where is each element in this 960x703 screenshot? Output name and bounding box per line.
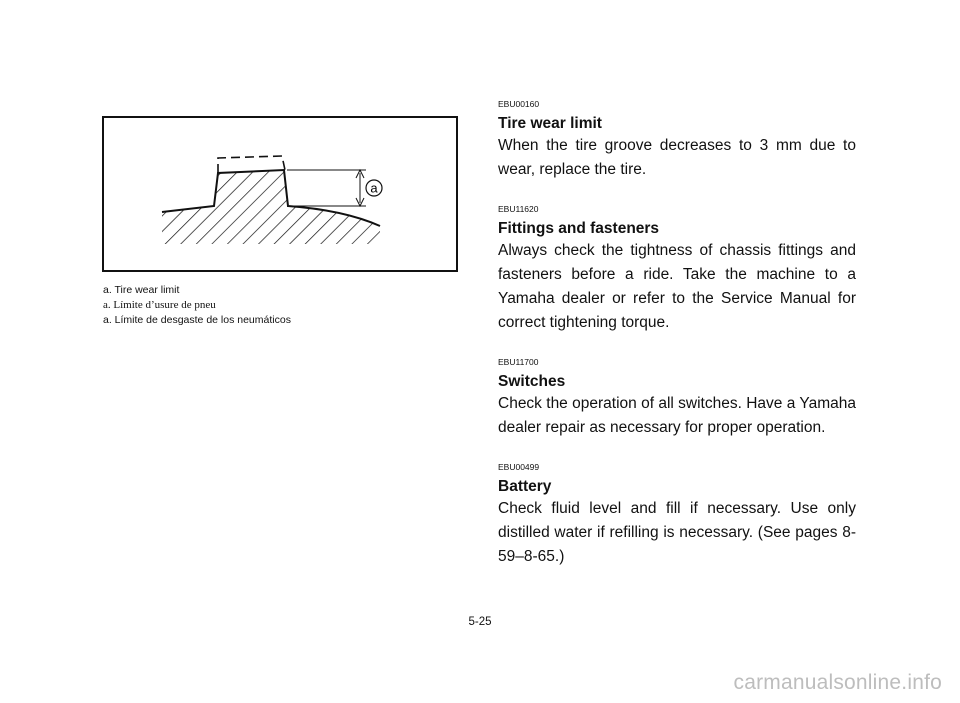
section-body: Check the operation of all switches. Have a Yamaha dealer repair as necessary for proper operation.: [498, 395, 856, 436]
caption-spanish: a. Límite de desgaste de los neumáticos: [103, 314, 291, 326]
right-column: [498, 98, 856, 590]
tire-wear-figure: [102, 116, 458, 272]
section-heading: Battery: [498, 478, 552, 495]
section-tire-wear-limit: [498, 98, 856, 182]
section-code: EBU00499: [498, 462, 540, 472]
section-switches: [498, 356, 856, 440]
tire-cross-section: [162, 170, 380, 244]
caption-english: a. Tire wear limit: [103, 284, 180, 296]
section-body: Always check the tightness of chassis fittings and fasteners before a ride. Take the machine to a Yamaha dealer or refer to the Service Manual for correct tightening torque.: [498, 242, 856, 331]
tire-tread-diagram: [104, 118, 460, 274]
watermark: carmanualsonline.info: [733, 671, 942, 694]
section-code: EBU00160: [498, 99, 540, 109]
section-code: EBU11700: [498, 357, 539, 367]
section-code: EBU11620: [498, 204, 539, 214]
section-body: Check fluid level and fill if necessary. Use only distilled water if refilling is necessary. (See pages 8-59–8-65.): [498, 500, 856, 565]
section-heading: Fittings and fasteners: [498, 220, 660, 237]
callout-label: a: [370, 180, 378, 196]
section-fittings-fasteners: [498, 203, 856, 335]
page-number: 5-25: [468, 616, 492, 628]
section-heading: Switches: [498, 373, 566, 390]
figure-captions: [103, 283, 291, 328]
section-body: When the tire groove decreases to 3 mm due to wear, replace the tire.: [498, 137, 856, 178]
caption-french: a. Límite d’usure de pneu: [103, 299, 216, 311]
section-battery: [498, 461, 856, 569]
section-heading: Tire wear limit: [498, 115, 602, 132]
